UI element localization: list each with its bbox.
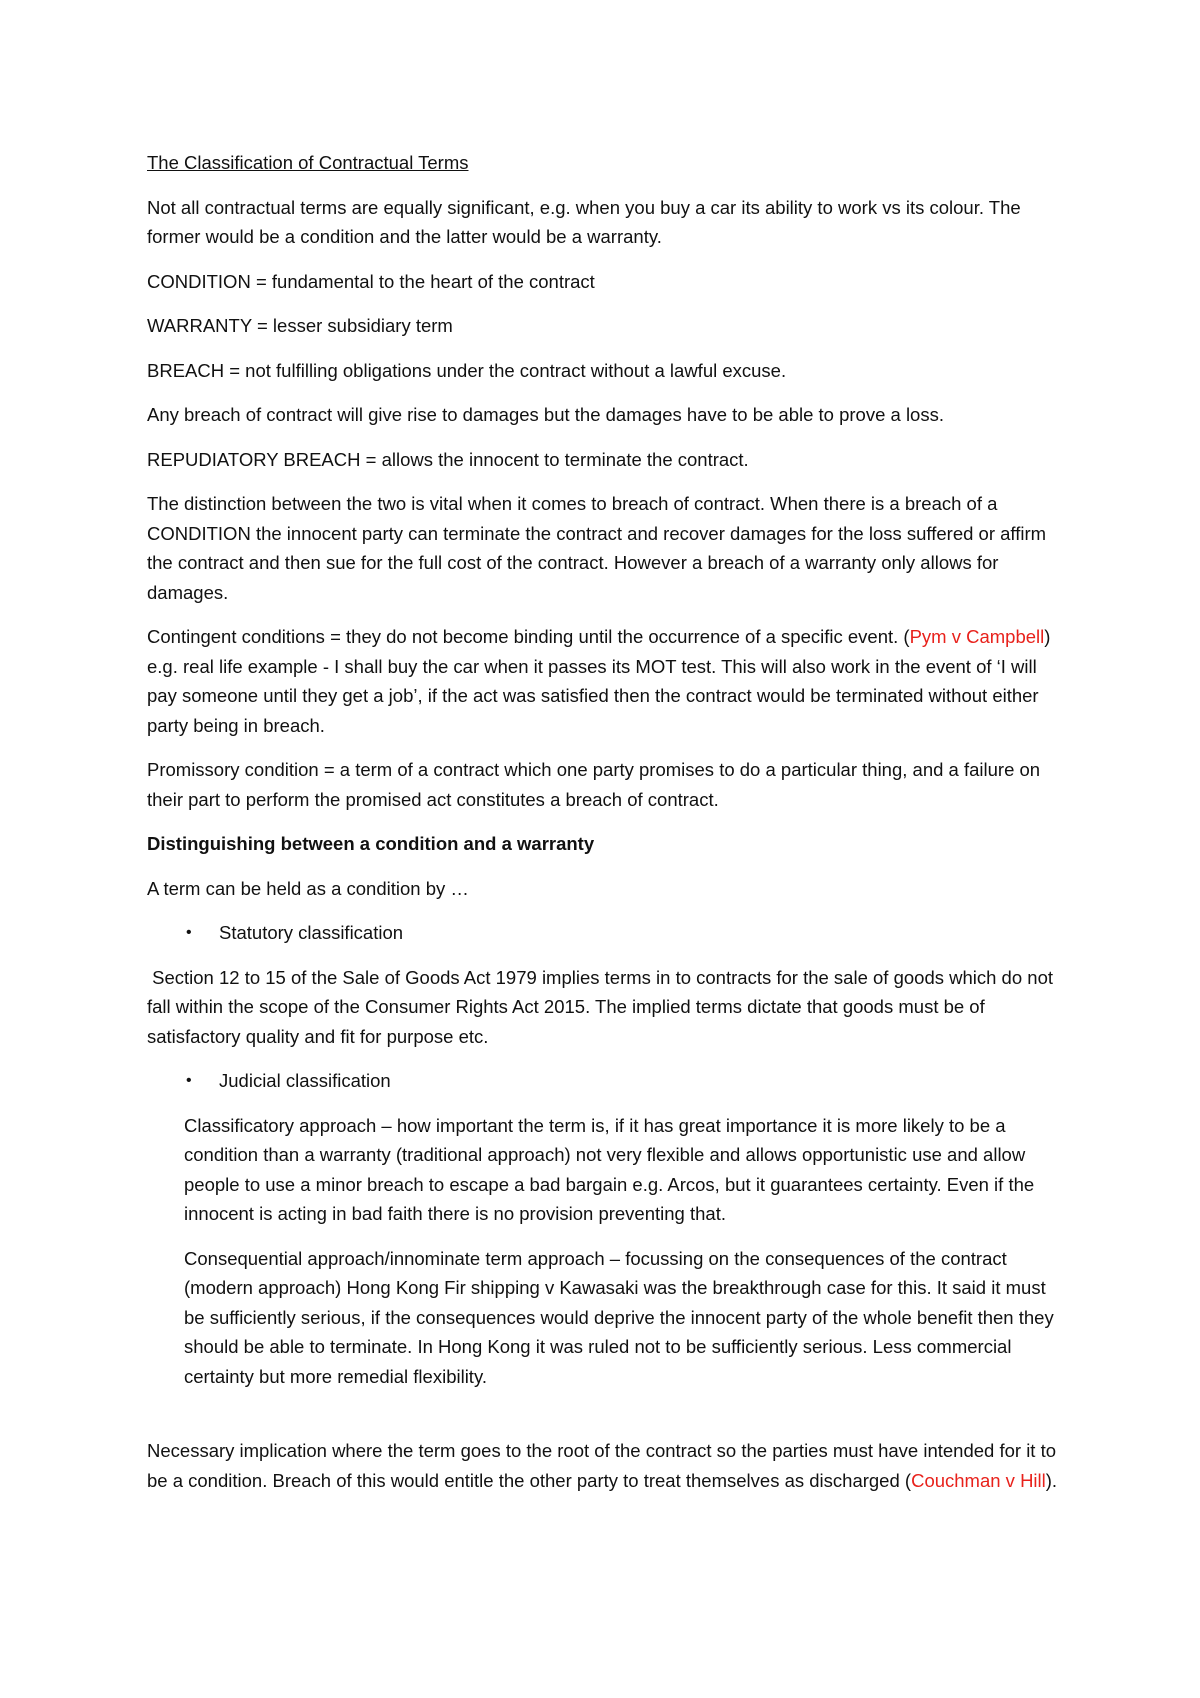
breach-definition: BREACH = not fulfilling obligations under the contract without a lawful excuse.	[147, 359, 787, 381]
document-body	[147, 148, 1067, 1510]
bullet-statutory	[147, 918, 1067, 948]
distinction-paragraph: The distinction between the two is vital when it comes to breach of contract. When there is a breach of a CONDITION the innocent party can terminate the contract and recover damages for the loss suffered or affirm the contract and then sue for the full cost of the contract. However a breach of a warranty only allows for damages.	[147, 493, 1047, 603]
document-title: The Classification of Contractual Terms	[147, 152, 469, 173]
necessary-text-after: ).	[1045, 1469, 1058, 1491]
classificatory-paragraph: Classificatory approach – how important the term is, if it has great importance it is more likely to be a condition than a warranty (traditional approach) not very flexible and allows opportunistic use and allow people to use a minor breach to escape a bad bargain e.g. Arcos, but it guarantees certainty. Even if the innocent is acting in bad faith there is no provision preventing that.	[184, 1114, 1035, 1224]
repudiatory-definition: REPUDIATORY BREACH = allows the innocent to terminate the contract.	[147, 448, 749, 470]
held-as-paragraph: A term can be held as a condition by …	[147, 877, 469, 899]
bullet-statutory-label: Statutory classification	[219, 922, 404, 943]
condition-definition: CONDITION = fundamental to the heart of the contract	[147, 270, 595, 292]
necessary-text-before: Necessary implication where the term goes to the root of the contract so the parties must have intended for it to be a condition. Breach of this would entitle the other party to treat themselves as discharged (	[147, 1440, 1057, 1491]
contingent-text-after: ) e.g. real life example - I shall buy the car when it passes its MOT test. This will also work in the event of ‘I will pay someone until they get a job’, if the act was satisfied then the contract would be terminated without either party being in breach.	[147, 626, 1051, 736]
bullet-judicial	[147, 1066, 1067, 1096]
intro-paragraph: Not all contractual terms are equally significant, e.g. when you buy a car its ability to work vs its colour. The former would be a condition and the latter would be a warranty.	[147, 196, 1021, 247]
warranty-definition: WARRANTY = lesser subsidiary term	[147, 315, 453, 336]
case-citation-pym-v-campbell: Pym v Campbell	[909, 626, 1045, 647]
contingent-text-before: Contingent conditions = they do not become binding until the occurrence of a specific event. (	[147, 626, 910, 647]
necessary-paragraph	[147, 1436, 1067, 1495]
section-heading: Distinguishing between a condition and a warranty	[147, 833, 595, 854]
promissory-paragraph: Promissory condition = a term of a contract which one party promises to do a particular thing, and a failure on their part to perform the promised act constitutes a breach of contract.	[147, 759, 1041, 810]
statutory-paragraph: Section 12 to 15 of the Sale of Goods Act 1979 implies terms in to contracts for the sale of goods which do not fall within the scope of the Consumer Rights Act 2015. The implied terms dictate that goods must be of satisfactory quality and fit for purpose etc.	[147, 966, 1059, 1047]
contingent-paragraph	[147, 622, 1067, 740]
damages-paragraph: Any breach of contract will give rise to damages but the damages have to be able to prove a loss.	[147, 404, 944, 425]
case-citation-couchman-v-hill: Couchman v Hill	[911, 1469, 1046, 1491]
paragraph-spacer	[147, 1406, 1067, 1436]
bullet-judicial-label: Judicial classification	[219, 1070, 391, 1091]
bullet-icon: •	[186, 924, 192, 941]
consequential-paragraph: Consequential approach/innominate term approach – focussing on the consequences of the contract (modern approach) Hong Kong Fir shipping v Kawasaki was the breakthrough case for this. It said it must be sufficiently serious, if the consequences would deprive the innocent party of the whole benefit then they should be able to terminate. In Hong Kong it was ruled not to be sufficiently serious. Less commercial certainty but more remedial flexibility.	[184, 1247, 1054, 1387]
bullet-icon: •	[186, 1072, 192, 1089]
